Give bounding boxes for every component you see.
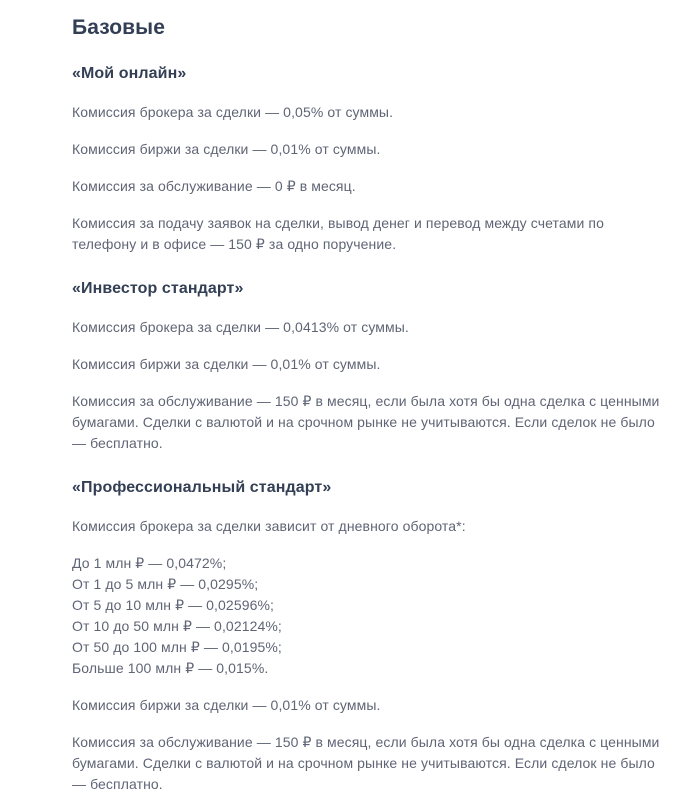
body-paragraph: Комиссия за обслуживание — 150 ₽ в месяц, если была хотя бы одна сделка с ценными бумагами. Сделки с валютой и на срочном рынке не учитываются. Если сделок не было — бесплатно. xyxy=(72,734,660,792)
body-paragraph: Комиссия за обслуживание — 150 ₽ в месяц, если была хотя бы одна сделка с ценными бумагами. Сделки с валютой и на срочном рынке не учитываются. Если сделок не было — бесплатно. xyxy=(72,393,660,451)
body-paragraph: Комиссия биржи за сделки — 0,01% от суммы. xyxy=(72,356,381,372)
section-heading: «Мой онлайн» xyxy=(72,65,187,82)
body-paragraph: Комиссия биржи за сделки — 0,01% от суммы. xyxy=(72,697,381,713)
body-paragraph: Комиссия брокера за сделки — 0,0413% от суммы. xyxy=(72,319,409,335)
body-paragraph: До 1 млн ₽ — 0,0472%; От 1 до 5 млн ₽ — 0,0295%; От 5 до 10 млн ₽ — 0,02596%; От 10 до 50 млн ₽ — 0,02124%; От 50 до 100 млн ₽ — 0,0195%; Больше 100 млн ₽ — 0,015%. xyxy=(72,555,282,676)
section-heading: «Профессиональный стандарт» xyxy=(72,479,332,496)
body-paragraph: Комиссия брокера за сделки зависит от дневного оборота*: xyxy=(72,518,466,534)
section-heading: «Инвестор стандарт» xyxy=(72,280,244,297)
body-paragraph: Комиссия биржи за сделки — 0,01% от суммы. xyxy=(72,141,381,157)
body-paragraph: Комиссия за обслуживание — 0 ₽ в месяц. xyxy=(72,178,356,194)
page-title: Базовые xyxy=(72,16,165,39)
body-paragraph: Комиссия брокера за сделки — 0,05% от суммы. xyxy=(72,104,394,120)
tariff-sections-container xyxy=(72,64,664,795)
body-paragraph: Комиссия за подачу заявок на сделки, вывод денег и перевод между счетами по телефону и в офисе — 150 ₽ за одно поручение. xyxy=(72,215,604,252)
